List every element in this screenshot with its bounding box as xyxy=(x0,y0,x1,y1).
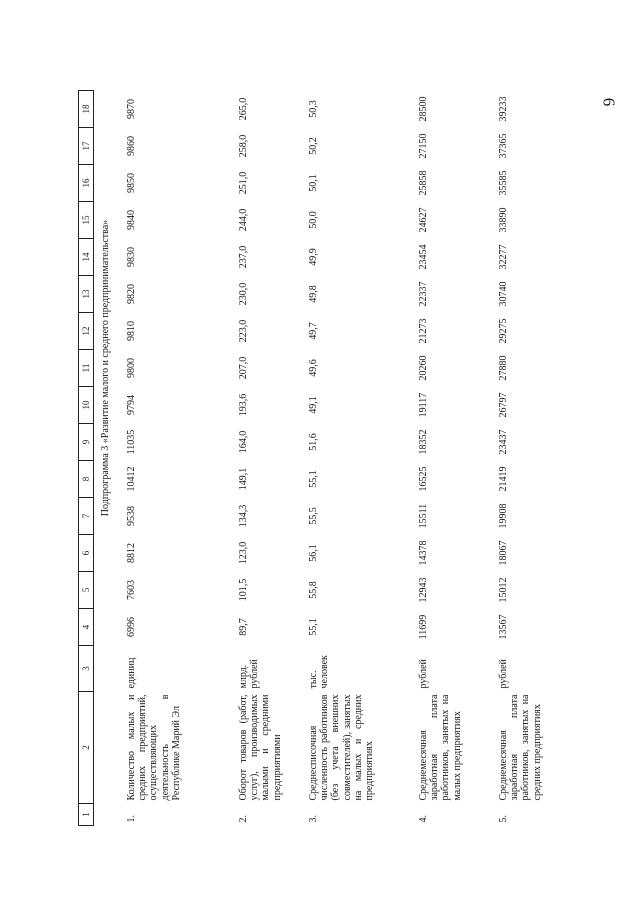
header-cell: 15 xyxy=(79,202,94,239)
rotated-page-content xyxy=(78,91,620,826)
value-cell: 51,6 xyxy=(308,433,319,451)
subprogram-title: Подпрограмма 3 «Развитие малого и среднего предпринимательства» xyxy=(100,219,111,517)
header-cell: 14 xyxy=(79,239,94,276)
value-cell: 50,2 xyxy=(308,137,319,155)
value-cell: 56,1 xyxy=(308,544,319,562)
value-cell: 49,8 xyxy=(308,285,319,303)
value-cell: 50,1 xyxy=(308,174,319,192)
table-row xyxy=(116,91,228,826)
value-cell: 49,1 xyxy=(308,396,319,414)
value-cell: 15012 xyxy=(498,577,509,603)
value-cell: 18352 xyxy=(418,429,429,455)
value-cell: 16525 xyxy=(418,466,429,492)
row-number: 4. xyxy=(418,815,429,823)
value-cell: 50,0 xyxy=(308,211,319,229)
value-cell: 55,1 xyxy=(308,618,319,636)
value-cell: 237,0 xyxy=(238,245,249,269)
value-cell: 49,6 xyxy=(308,359,319,377)
value-cell: 29275 xyxy=(498,318,509,344)
header-cell: 6 xyxy=(79,535,94,572)
table-row xyxy=(228,91,298,826)
value-cell: 9800 xyxy=(126,358,137,378)
value-cell: 6996 xyxy=(126,617,137,637)
value-cell: 21419 xyxy=(498,466,509,492)
header-cell: 5 xyxy=(79,572,94,609)
value-cell: 134,3 xyxy=(238,504,249,528)
value-cell: 24627 xyxy=(418,207,429,233)
table-row xyxy=(298,91,408,826)
value-cell: 19117 xyxy=(418,392,429,418)
value-cell: 33890 xyxy=(498,207,509,233)
value-cell: 223,0 xyxy=(238,319,249,343)
header-cell: 16 xyxy=(79,165,94,202)
row-number: 3. xyxy=(308,815,319,823)
header-cell: 2 xyxy=(79,692,94,804)
value-cell: 230,0 xyxy=(238,282,249,306)
value-cell: 30740 xyxy=(498,281,509,307)
header-cell: 10 xyxy=(79,387,94,424)
value-cell: 55,5 xyxy=(308,507,319,525)
value-cell: 28500 xyxy=(418,96,429,122)
header-cell: 18 xyxy=(79,91,94,128)
indicator-name: Среднесписочная численность работников (без учета внешних совместителей), занятых на малых и средних предприятиях xyxy=(308,694,375,801)
unit-cell: рублей xyxy=(498,659,509,689)
value-cell: 9810 xyxy=(126,321,137,341)
value-cell: 13567 xyxy=(498,614,509,640)
header-cell: 4 xyxy=(79,609,94,646)
value-cell: 55,1 xyxy=(308,470,319,488)
value-cell: 25858 xyxy=(418,170,429,196)
value-cell: 49,7 xyxy=(308,322,319,340)
value-cell: 123,0 xyxy=(238,541,249,565)
value-cell: 9850 xyxy=(126,173,137,193)
value-cell: 12943 xyxy=(418,577,429,603)
value-cell: 7603 xyxy=(126,580,137,600)
column-number-row xyxy=(79,91,94,826)
value-cell: 50,3 xyxy=(308,100,319,118)
value-cell: 26797 xyxy=(498,392,509,418)
value-cell: 11035 xyxy=(126,429,137,455)
value-cell: 11699 xyxy=(418,614,429,640)
value-cell: 265,0 xyxy=(238,97,249,121)
value-cell: 9820 xyxy=(126,284,137,304)
header-cell: 9 xyxy=(79,424,94,461)
header-cell: 7 xyxy=(79,498,94,535)
value-cell: 164,0 xyxy=(238,430,249,454)
value-cell: 37365 xyxy=(498,133,509,159)
value-cell: 23437 xyxy=(498,429,509,455)
table-row xyxy=(408,91,488,826)
indicators-table xyxy=(78,90,558,826)
value-cell: 49,9 xyxy=(308,248,319,266)
value-cell: 20260 xyxy=(418,355,429,381)
unit-cell: рублей xyxy=(418,659,429,689)
page-number: 6 xyxy=(599,97,619,107)
value-cell: 14378 xyxy=(418,540,429,566)
value-cell: 9870 xyxy=(126,99,137,119)
value-cell: 19908 xyxy=(498,503,509,529)
value-cell: 55,8 xyxy=(308,581,319,599)
table-row xyxy=(488,91,558,826)
value-cell: 207,0 xyxy=(238,356,249,380)
header-cell: 1 xyxy=(79,804,94,826)
value-cell: 193,6 xyxy=(238,393,249,417)
indicator-name: Среднемесячная заработная плата работников, занятых на малых предприятиях xyxy=(418,694,463,801)
value-cell: 10412 xyxy=(126,466,137,492)
header-cell: 17 xyxy=(79,128,94,165)
header-cell: 8 xyxy=(79,461,94,498)
unit-cell: единиц xyxy=(126,657,137,689)
value-cell: 27150 xyxy=(418,133,429,159)
subprogram-row xyxy=(94,91,117,826)
value-cell: 244,0 xyxy=(238,208,249,232)
unit-cell: млрд. рублей xyxy=(238,659,261,689)
value-cell: 39233 xyxy=(498,96,509,122)
value-cell: 251,0 xyxy=(238,171,249,195)
value-cell: 9538 xyxy=(126,506,137,526)
value-cell: 89,7 xyxy=(238,618,249,636)
value-cell: 258,0 xyxy=(238,134,249,158)
value-cell: 9840 xyxy=(126,210,137,230)
header-cell: 11 xyxy=(79,350,94,387)
value-cell: 8812 xyxy=(126,543,137,563)
value-cell: 9794 xyxy=(126,395,137,415)
row-number: 1. xyxy=(126,815,137,823)
value-cell: 15511 xyxy=(418,503,429,529)
row-number: 2. xyxy=(238,815,249,823)
value-cell: 22337 xyxy=(418,281,429,307)
indicator-name: Оборот товаров (работ, услуг), производимых малыми и средними предприятиями xyxy=(238,694,283,801)
value-cell: 9830 xyxy=(126,247,137,267)
value-cell: 9860 xyxy=(126,136,137,156)
indicator-name: Среднемесячная заработная плата работников, занятых на средних предприятиях xyxy=(498,694,543,801)
row-number: 5. xyxy=(498,815,509,823)
unit-cell: тыс. человек xyxy=(308,655,331,689)
header-cell: 3 xyxy=(79,646,94,692)
value-cell: 101,5 xyxy=(238,578,249,602)
header-cell: 12 xyxy=(79,313,94,350)
value-cell: 35585 xyxy=(498,170,509,196)
value-cell: 32277 xyxy=(498,244,509,270)
value-cell: 23454 xyxy=(418,244,429,270)
header-cell: 13 xyxy=(79,276,94,313)
value-cell: 27880 xyxy=(498,355,509,381)
indicator-name: Количество малых и средних предприятий, осуществляющих деятельность в Республике Марий Эл xyxy=(126,694,182,801)
value-cell: 149,1 xyxy=(238,467,249,491)
value-cell: 21273 xyxy=(418,318,429,344)
value-cell: 18067 xyxy=(498,540,509,566)
